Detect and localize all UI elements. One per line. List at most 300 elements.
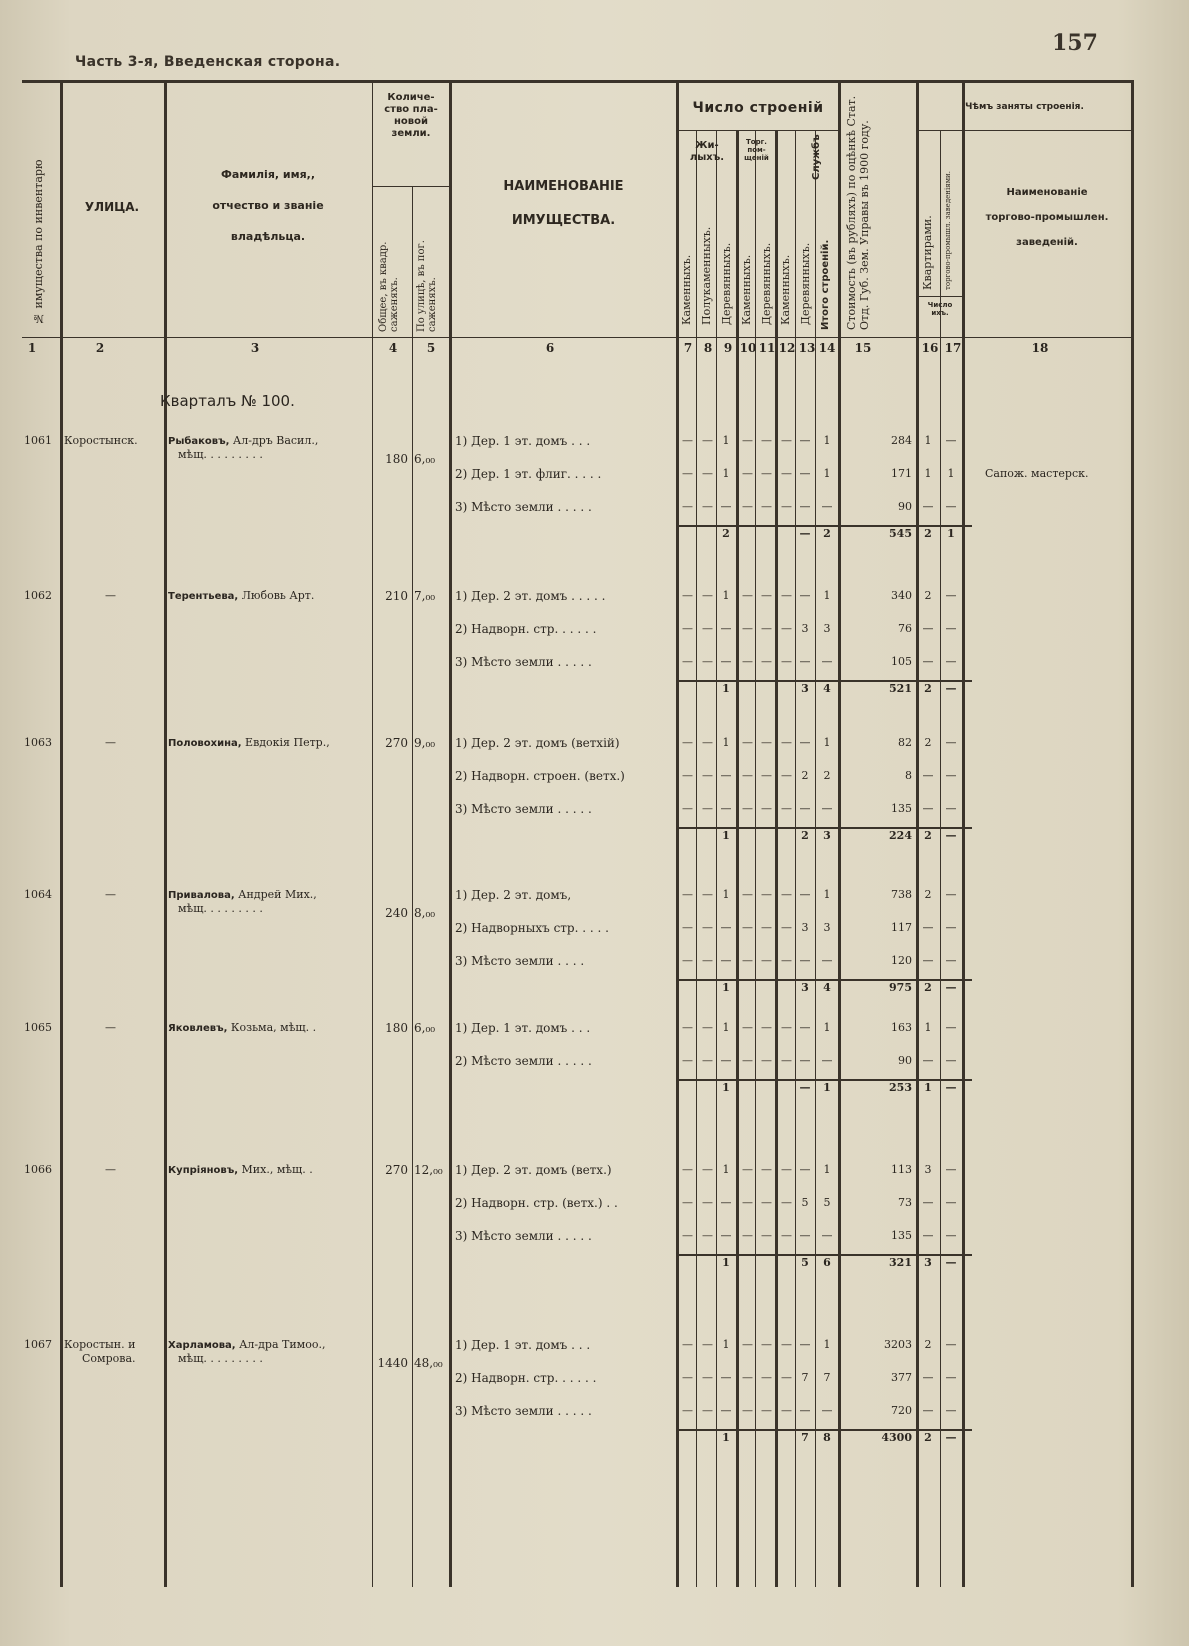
empty-cell-dash: — <box>682 1229 693 1242</box>
column-number: 18 <box>1031 341 1049 355</box>
total-c9: 1 <box>722 682 730 695</box>
value-rub: 105 <box>891 655 912 668</box>
c14-value: 1 <box>823 434 831 447</box>
column-number: 5 <box>426 341 436 355</box>
c16-value: 3 <box>924 1163 932 1176</box>
entry-owner-line2: мѣщ. . . . . . . . . <box>178 1352 263 1365</box>
total-value: 545 <box>889 527 912 540</box>
empty-cell-dash: — <box>742 921 753 934</box>
empty-cell-dash: — <box>781 888 792 901</box>
empty-cell-dash: — <box>742 1371 753 1384</box>
empty-cell-dash: — <box>742 622 753 635</box>
header-count-line: ихъ. <box>931 308 949 317</box>
c13-value: 7 <box>801 1371 809 1384</box>
entry-number: 1062 <box>24 589 52 602</box>
empty-cell-dash: — <box>742 467 753 480</box>
entry-area: 180 <box>385 452 408 466</box>
item-name: 3) Мѣсто земли . . . . . <box>455 1229 592 1243</box>
owner-name: Ал-дра Тимоо., <box>235 1338 326 1351</box>
entry-area: 270 <box>385 736 408 750</box>
c13-value: — <box>799 1054 811 1067</box>
total-c16: 2 <box>924 682 932 695</box>
value-rub: 73 <box>898 1196 912 1209</box>
c9-value: 1 <box>722 467 730 480</box>
entry-owner <box>168 434 318 447</box>
c16-value: 1 <box>924 434 932 447</box>
entry-owner <box>168 1163 313 1176</box>
total-c9: 1 <box>722 981 730 994</box>
c16-value: — <box>922 1196 934 1209</box>
header-col11: Деревянныхъ. <box>760 242 773 325</box>
owner-surname: Терентьева, <box>168 591 239 602</box>
c16-value: 1 <box>924 467 932 480</box>
c16-value: — <box>922 622 934 635</box>
c13-value: — <box>799 736 811 749</box>
column-number: 17 <box>944 341 962 355</box>
col-divider <box>838 82 841 1587</box>
empty-cell-dash: — <box>781 1054 792 1067</box>
empty-cell-dash: — <box>761 1338 772 1351</box>
empty-cell-dash: — <box>761 500 772 513</box>
empty-cell-dash: — <box>781 622 792 635</box>
entry-frontage: 9,₀₀ <box>414 736 436 750</box>
total-c13: — <box>799 527 811 540</box>
total-value: 321 <box>889 1256 912 1269</box>
empty-cell-dash: — <box>761 1229 772 1242</box>
header-land-group <box>374 92 448 140</box>
c13-value: — <box>799 434 811 447</box>
total-c17: — <box>945 981 957 994</box>
header-living <box>678 140 736 164</box>
col-divider <box>1131 82 1134 1587</box>
entry-frontage: 8,₀₀ <box>414 906 436 920</box>
total-c17: 1 <box>947 527 955 540</box>
header-col5: По улицѣ, въ пог. саженяхъ. <box>416 240 438 332</box>
total-c14: 1 <box>823 1081 831 1094</box>
header-col9: Деревянныхъ. <box>720 242 733 325</box>
empty-cell-dash: — <box>781 434 792 447</box>
c9-value: — <box>720 655 732 668</box>
header-trade-line: пом- <box>747 146 766 155</box>
subheader-line <box>372 186 449 187</box>
header-col1: № имущества по инвентарю <box>32 159 45 325</box>
c14-value: — <box>821 954 833 967</box>
header-col18 <box>964 180 1130 255</box>
header-land-line: новой <box>394 116 428 127</box>
value-rub: 377 <box>891 1371 912 1384</box>
empty-cell-dash: — <box>742 1338 753 1351</box>
header-col13: Деревянныхъ. <box>799 242 812 325</box>
c9-value: — <box>720 1229 732 1242</box>
empty-cell-dash: — <box>761 769 772 782</box>
total-value: 975 <box>889 981 912 994</box>
empty-cell-dash: — <box>682 954 693 967</box>
c14-value: 1 <box>823 1021 831 1034</box>
page-header-title: Часть 3-я, Введенская сторона. <box>75 54 341 70</box>
owner-surname: Привалова, <box>168 890 235 901</box>
empty-cell-dash: — <box>702 589 713 602</box>
c17-value: — <box>945 954 957 967</box>
empty-cell-dash: — <box>702 1196 713 1209</box>
value-rub: 90 <box>898 1054 912 1067</box>
header-col18-line: заведеній. <box>1016 237 1078 248</box>
total-c13: 3 <box>801 981 809 994</box>
owner-surname: Рыбаковъ, <box>168 436 230 447</box>
empty-cell-dash: — <box>702 736 713 749</box>
c17-value: — <box>945 802 957 815</box>
total-c17: — <box>945 682 957 695</box>
c9-value: — <box>720 1371 732 1384</box>
total-c13: — <box>799 1081 811 1094</box>
c13-value: — <box>799 467 811 480</box>
c17-value: — <box>945 1054 957 1067</box>
c17-value: — <box>945 589 957 602</box>
total-c16: 2 <box>924 1431 932 1444</box>
c14-value: — <box>821 1404 833 1417</box>
empty-cell-dash: — <box>682 736 693 749</box>
c14-value: 1 <box>823 589 831 602</box>
c9-value: 1 <box>722 434 730 447</box>
c9-value: 1 <box>722 589 730 602</box>
header-col12: Каменныхъ. <box>779 254 792 325</box>
empty-cell-dash: — <box>682 1404 693 1417</box>
item-name: 2) Надворн. стр. (ветх.) . . <box>455 1196 618 1210</box>
c13-value: — <box>799 589 811 602</box>
c9-value: — <box>720 1054 732 1067</box>
c9-value: — <box>720 802 732 815</box>
empty-cell-dash: — <box>761 589 772 602</box>
value-rub: 135 <box>891 1229 912 1242</box>
empty-cell-dash: — <box>761 655 772 668</box>
total-c13: 7 <box>801 1431 809 1444</box>
c9-value: — <box>720 1196 732 1209</box>
entry-area: 1440 <box>377 1356 408 1370</box>
empty-cell-dash: — <box>702 1371 713 1384</box>
item-name: 3) Мѣсто земли . . . . . <box>455 500 592 514</box>
value-rub: 76 <box>898 622 912 635</box>
empty-cell-dash: — <box>742 655 753 668</box>
empty-cell-dash: — <box>761 954 772 967</box>
c13-value: 5 <box>801 1196 809 1209</box>
c16-value: — <box>922 954 934 967</box>
header-col4: Общее, въ квадр. саженяхъ. <box>378 241 400 332</box>
owner-name: Мих., мѣщ. . <box>238 1163 313 1176</box>
entry-number: 1064 <box>24 888 52 901</box>
header-count-line: Число <box>927 301 953 309</box>
c9-value: 1 <box>722 1021 730 1034</box>
c13-value: — <box>799 1021 811 1034</box>
value-rub: 82 <box>898 736 912 749</box>
value-rub: 120 <box>891 954 912 967</box>
c14-value: 3 <box>823 921 831 934</box>
column-number: 15 <box>854 341 872 355</box>
entry-number: 1067 <box>24 1338 52 1351</box>
total-c9: 2 <box>722 527 730 540</box>
column-number: 2 <box>95 341 105 355</box>
empty-cell-dash: — <box>761 1371 772 1384</box>
empty-cell-dash: — <box>682 1021 693 1034</box>
value-rub: 171 <box>891 467 912 480</box>
empty-cell-dash: — <box>702 1163 713 1176</box>
entry-street: Коростынск. <box>64 434 138 447</box>
empty-cell-dash: — <box>702 802 713 815</box>
header-col2: УЛИЦА. <box>84 200 140 214</box>
empty-cell-dash: — <box>682 921 693 934</box>
empty-cell-dash: — <box>742 1196 753 1209</box>
empty-cell-dash: — <box>742 1054 753 1067</box>
header-col18-line: торгово-промышлен. <box>985 212 1109 223</box>
entry-street: — <box>105 1163 116 1176</box>
c16-value: 2 <box>924 888 932 901</box>
entry-street: — <box>105 736 116 749</box>
entry-area: 210 <box>385 589 408 603</box>
empty-cell-dash: — <box>702 769 713 782</box>
header-trade <box>738 138 775 162</box>
empty-cell-dash: — <box>702 1229 713 1242</box>
item-name: 1) Дер. 1 эт. домъ . . . <box>455 1338 591 1352</box>
empty-cell-dash: — <box>682 769 693 782</box>
c13-value: — <box>799 1229 811 1242</box>
entry-owner-line2: мѣщ. . . . . . . . . <box>178 902 263 915</box>
col-divider <box>676 82 679 1587</box>
c17-value: — <box>945 655 957 668</box>
c14-value: 1 <box>823 736 831 749</box>
column-number: 10 <box>739 341 757 355</box>
empty-cell-dash: — <box>781 802 792 815</box>
empty-cell-dash: — <box>781 736 792 749</box>
item-name: 1) Дер. 1 эт. домъ . . . <box>455 434 591 448</box>
total-c13: 2 <box>801 829 809 842</box>
total-c13: 5 <box>801 1256 809 1269</box>
subheader-line <box>916 296 962 297</box>
empty-cell-dash: — <box>682 655 693 668</box>
c14-value: 1 <box>823 1338 831 1351</box>
c17-value: — <box>945 769 957 782</box>
col-divider <box>60 82 63 1587</box>
empty-cell-dash: — <box>702 1338 713 1351</box>
total-c17: — <box>945 1431 957 1444</box>
c14-value: — <box>821 802 833 815</box>
empty-cell-dash: — <box>781 1163 792 1176</box>
item-name: 2) Мѣсто земли . . . . . <box>455 1054 592 1068</box>
c13-value: — <box>799 802 811 815</box>
header-col17: торгово-промышл. заведеніями. <box>944 171 952 290</box>
subheader-line <box>916 130 1131 131</box>
empty-cell-dash: — <box>761 622 772 635</box>
empty-cell-dash: — <box>682 1371 693 1384</box>
empty-cell-dash: — <box>761 802 772 815</box>
c14-value: 1 <box>823 888 831 901</box>
total-c13: 3 <box>801 682 809 695</box>
empty-cell-dash: — <box>781 921 792 934</box>
c9-value: — <box>720 1404 732 1417</box>
c16-value: — <box>922 802 934 815</box>
empty-cell-dash: — <box>781 1404 792 1417</box>
entry-owner-line2: мѣщ. . . . . . . . . <box>178 448 263 461</box>
empty-cell-dash: — <box>742 1229 753 1242</box>
total-c16: 3 <box>924 1256 932 1269</box>
owner-name: Любовь Арт. <box>238 589 315 602</box>
empty-cell-dash: — <box>781 954 792 967</box>
c16-value: — <box>922 921 934 934</box>
owner-name: Андрей Мих., <box>234 888 317 901</box>
empty-cell-dash: — <box>742 954 753 967</box>
empty-cell-dash: — <box>761 1196 772 1209</box>
c13-value: — <box>799 954 811 967</box>
empty-cell-dash: — <box>761 1404 772 1417</box>
column-number: 1 <box>27 341 37 355</box>
value-rub: 720 <box>891 1404 912 1417</box>
empty-cell-dash: — <box>702 467 713 480</box>
empty-cell-dash: — <box>761 467 772 480</box>
item-name: 1) Дер. 2 эт. домъ, <box>455 888 572 902</box>
entry-street: — <box>105 888 116 901</box>
header-living-line: Жи- <box>695 140 719 151</box>
empty-cell-dash: — <box>682 1338 693 1351</box>
column-number: 7 <box>683 341 693 355</box>
c16-value: — <box>922 1054 934 1067</box>
entry-frontage: 6,₀₀ <box>414 452 436 466</box>
entry-owner <box>168 589 314 602</box>
c14-value: — <box>821 655 833 668</box>
header-col6 <box>451 170 676 238</box>
value-rub: 340 <box>891 589 912 602</box>
c13-value: — <box>799 1338 811 1351</box>
entry-owner <box>168 1021 316 1034</box>
empty-cell-dash: — <box>742 1404 753 1417</box>
empty-cell-dash: — <box>781 1338 792 1351</box>
empty-cell-dash: — <box>761 1163 772 1176</box>
table-top-border <box>22 80 1134 83</box>
entry-area: 180 <box>385 1021 408 1035</box>
total-c14: 8 <box>823 1431 831 1444</box>
header-trade-line: Торг. <box>746 138 767 146</box>
empty-cell-dash: — <box>702 921 713 934</box>
empty-cell-dash: — <box>702 1404 713 1417</box>
empty-cell-dash: — <box>682 1054 693 1067</box>
empty-cell-dash: — <box>742 736 753 749</box>
item-name: 2) Дер. 1 эт. флиг. . . . . <box>455 467 602 481</box>
col-divider <box>164 82 167 1587</box>
value-rub: 117 <box>891 921 912 934</box>
header-col6-line: ИМУЩЕСТВА. <box>511 212 616 228</box>
header-land-line: ство пла- <box>384 104 438 115</box>
header-col7: Каменныхъ. <box>680 254 693 325</box>
column-number: 8 <box>703 341 713 355</box>
c17-value: — <box>945 1338 957 1351</box>
item-name: 2) Надворн. строен. (ветх.) <box>455 769 625 783</box>
c17-value: — <box>945 434 957 447</box>
empty-cell-dash: — <box>781 467 792 480</box>
entry-street: — <box>105 1021 116 1034</box>
column-number: 13 <box>798 341 816 355</box>
c16-value: — <box>922 655 934 668</box>
empty-cell-dash: — <box>781 655 792 668</box>
c17-value: — <box>945 921 957 934</box>
empty-cell-dash: — <box>761 888 772 901</box>
entry-number: 1066 <box>24 1163 52 1176</box>
entry-street: Сомрова. <box>82 1352 136 1365</box>
owner-surname: Половохина, <box>168 738 242 749</box>
empty-cell-dash: — <box>702 1054 713 1067</box>
quarter-heading: Кварталъ № 100. <box>160 392 295 410</box>
c17-value: — <box>945 1404 957 1417</box>
owner-name: Ал-дръ Васил., <box>229 434 319 447</box>
empty-cell-dash: — <box>761 1054 772 1067</box>
item-name: 1) Дер. 2 эт. домъ (ветх.) <box>455 1163 612 1177</box>
header-land-line: земли. <box>391 128 431 139</box>
header-col3-line: Фамилія, имя,, <box>220 168 316 181</box>
column-number: 6 <box>545 341 555 355</box>
c14-value: — <box>821 1054 833 1067</box>
empty-cell-dash: — <box>781 769 792 782</box>
header-living-line: лыхъ. <box>689 152 725 163</box>
c17-value: — <box>945 1163 957 1176</box>
total-c14: 6 <box>823 1256 831 1269</box>
header-col3-line: владѣльца. <box>230 229 306 243</box>
c17-value: — <box>945 622 957 635</box>
c9-value: 1 <box>722 736 730 749</box>
c13-value: — <box>799 1163 811 1176</box>
header-land-line: Количе- <box>387 92 435 103</box>
c17-value: — <box>945 888 957 901</box>
value-rub: 163 <box>891 1021 912 1034</box>
total-c14: 3 <box>823 829 831 842</box>
owner-name: Евдокія Петр., <box>241 736 330 749</box>
empty-cell-dash: — <box>682 467 693 480</box>
entry-frontage: 12,₀₀ <box>414 1163 443 1177</box>
item-name: 1) Дер. 2 эт. домъ . . . . . <box>455 589 606 603</box>
entry-street: Коростын. и <box>64 1338 136 1351</box>
item-name: 1) Дер. 2 эт. домъ (ветхій) <box>455 736 620 750</box>
empty-cell-dash: — <box>742 1163 753 1176</box>
enterprise-name: Сапож. мастерск. <box>985 467 1089 480</box>
total-c14: 4 <box>823 682 831 695</box>
col-divider <box>412 186 413 1587</box>
empty-cell-dash: — <box>682 434 693 447</box>
empty-cell-dash: — <box>702 888 713 901</box>
total-value: 521 <box>889 682 912 695</box>
empty-cell-dash: — <box>702 1021 713 1034</box>
empty-cell-dash: — <box>742 888 753 901</box>
empty-cell-dash: — <box>702 622 713 635</box>
empty-cell-dash: — <box>702 655 713 668</box>
c16-value: 2 <box>924 589 932 602</box>
item-name: 3) Мѣсто земли . . . . . <box>455 802 592 816</box>
total-value: 224 <box>889 829 912 842</box>
column-number: 9 <box>723 341 733 355</box>
c13-value: — <box>799 888 811 901</box>
entry-area: 270 <box>385 1163 408 1177</box>
c13-value: — <box>799 500 811 513</box>
c14-value: 7 <box>823 1371 831 1384</box>
c13-value: 2 <box>801 769 809 782</box>
empty-cell-dash: — <box>742 589 753 602</box>
item-name: 3) Мѣсто земли . . . . <box>455 954 585 968</box>
column-number: 11 <box>758 341 776 355</box>
c17-value: 1 <box>947 467 955 480</box>
header-bottom-border <box>22 337 1134 338</box>
entry-frontage: 6,₀₀ <box>414 1021 436 1035</box>
column-number: 3 <box>250 341 260 355</box>
value-rub: 135 <box>891 802 912 815</box>
header-col3 <box>166 160 370 252</box>
entry-number: 1063 <box>24 736 52 749</box>
c14-value: 1 <box>823 1163 831 1176</box>
header-col14: Итого строеній. <box>820 239 831 330</box>
empty-cell-dash: — <box>742 1021 753 1034</box>
c9-value: — <box>720 622 732 635</box>
